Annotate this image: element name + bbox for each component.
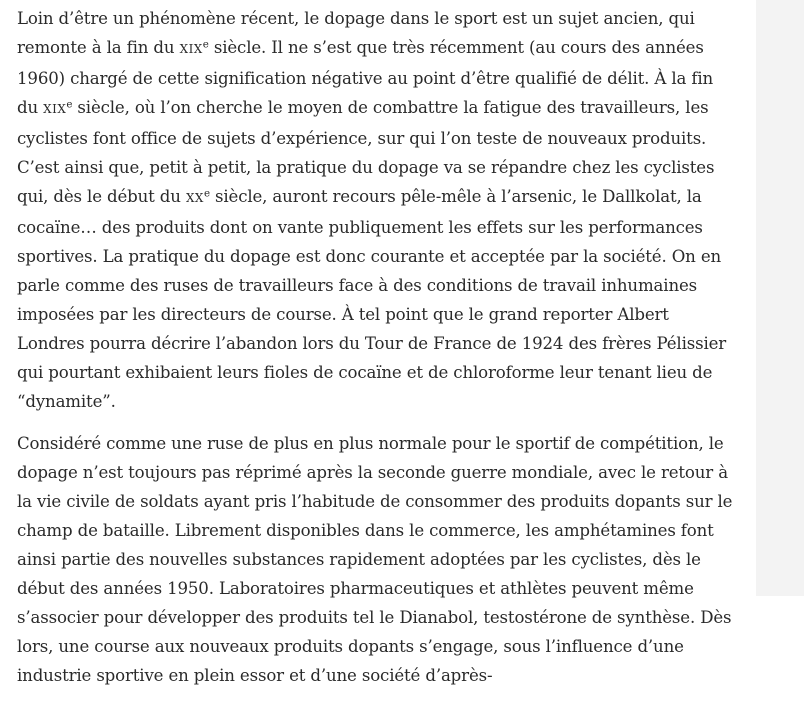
century-superscript: e xyxy=(202,38,209,51)
paragraph-1 xyxy=(17,4,737,416)
paragraph-1-text-1: Loin d’être un phénomène récent, le dopage dans le sport est un sujet ancien, qui remonte à la fin du xyxy=(17,9,695,57)
century-superscript: e xyxy=(203,187,210,200)
century-superscript: e xyxy=(66,98,73,111)
paragraph-1-text-2: siècle. Il ne s’est que très récemment (au cours des années 1960) chargé de cette signification négative au point d’être qualifié de délit. À la fin du xyxy=(17,38,714,117)
paragraph-1-text-4: siècle, auront recours pêle-mêle à l’arsenic, le Dallkolat, la cocaïne… des produits dont on vante publiquement les effets sur les performances sportives. La pratique du dopage est donc courante et acceptée par la société. On en parle comme des ruses de travailleurs face à des conditions de travail inhumaines imposées par les directeurs de course. À tel point que le grand reporter Albert Londres pourra décrire l’abandon lors du Tour de France de 1924 des frères Pélissier qui pourtant exhibaient leurs fioles de cocaïne et de chloroforme leur tenant lieu de “dynamite”. xyxy=(17,187,727,411)
scroll-gutter xyxy=(756,0,804,596)
article-body xyxy=(17,4,737,703)
century-roman-numeral: XIX xyxy=(43,102,67,116)
paragraph-1-text-3: siècle, où l’on cherche le moyen de combattre la fatigue des travailleurs, les cyclistes font office de sujets d’expérience, sur qui l’on teste de nouveaux produits. C’est ainsi que, petit à petit, la pratique du dopage va se répandre chez les cyclistes qui, dès le début du xyxy=(17,98,715,206)
paragraph-2: Considéré comme une ruse de plus en plus normale pour le sportif de compétition, le dopage n’est toujours pas réprimé après la seconde guerre mondiale, avec le retour à la vie civile de soldats ayant pris l’habitude de consommer des produits dopants sur le champ de bataille. Librement disponibles dans le commerce, les amphétamines font ainsi partie des nouvelles substances rapidement adoptées par les cyclistes, dès le début des années 1950. Laboratoires pharmaceutiques et athlètes peuvent même s’associer pour développer des produits tel le Dianabol, testostérone de synthèse. Dès lors, une course aux nouveaux produits dopants s’engage, sous l’influence d’une industrie sportive en plein essor et d’une société d’après- xyxy=(17,434,733,685)
century-roman-numeral: XX xyxy=(185,191,204,205)
century-roman-numeral: XIX xyxy=(179,42,203,56)
